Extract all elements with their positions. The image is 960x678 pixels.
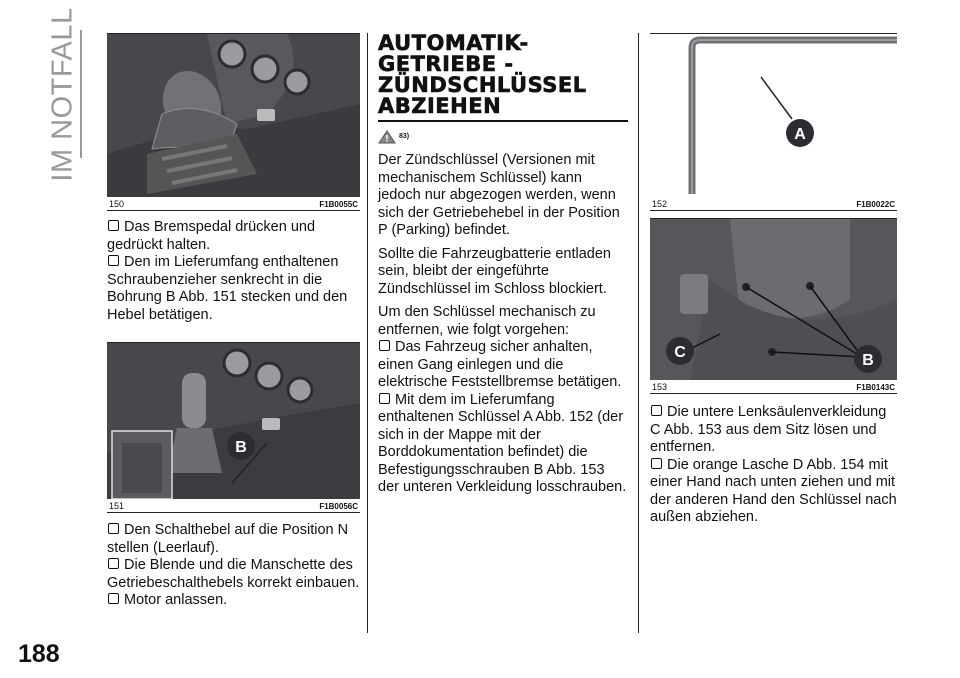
section-tab [14, 7, 79, 182]
heading-line: ZÜNDSCHLÜSSEL [378, 73, 587, 97]
figure-number: 153 [652, 382, 668, 392]
callout-label: B [862, 352, 874, 369]
callout-label: B [235, 439, 247, 456]
column-2 [378, 33, 628, 497]
step-item: Mit dem im Lieferumfang enthaltenen Schlüssel A Abb. 152 (der sich in der Mappe mit der Borddokumentation befindet) die Befestigungsschrauben B Abb. 153 der unteren Verkleidung losschrauben. [378, 391, 627, 495]
figure-151-caption [107, 499, 360, 513]
callout-label: C [674, 344, 686, 361]
figure-code: F1B0055C [319, 200, 358, 209]
step-item: Den Schalthebel auf die Position N stellen (Leerlauf). [107, 522, 360, 557]
warning-reference: 83) [399, 133, 410, 140]
column-3 [650, 33, 897, 527]
section-heading [378, 33, 628, 117]
step-item: Motor anlassen. [107, 592, 360, 610]
column-divider [638, 33, 639, 633]
warning-note [378, 130, 628, 150]
column-divider [367, 33, 368, 633]
figure-153-caption [650, 380, 897, 394]
figure-code: F1B0022C [856, 200, 895, 209]
steering-column-cover-illustration [650, 219, 897, 380]
heading-rule [378, 120, 628, 122]
figure-code: F1B0056C [319, 502, 358, 511]
step-item: Die untere Lenksäulenverkleidung C Abb. 153 aus dem Sitz lösen und entfernen. [650, 404, 897, 457]
heading-line: ABZIEHEN [378, 94, 502, 118]
tool-key-illustration [650, 34, 897, 197]
gear-lever-illustration [107, 343, 360, 499]
figure-number: 152 [652, 199, 668, 209]
figure-150-image [107, 34, 360, 197]
figure-151-image [107, 343, 360, 499]
figure-number: 151 [109, 501, 125, 511]
warning-triangle-icon [378, 130, 396, 144]
figure-150-caption [107, 197, 360, 211]
section-tab-rule [80, 30, 82, 158]
step-item: Den im Lieferumfang enthaltenen Schraubenzieher senkrecht in die Bohrung B Abb. 151 stecken und den Hebel betätigen. [107, 254, 360, 324]
step-item: Das Bremspedal drücken und gedrückt halten. [107, 219, 360, 254]
heading-line: AUTOMATIK- [378, 31, 529, 55]
paragraph: Sollte die Fahrzeugbatterie entladen sein, bleibt der eingeführte Zündschlüssel im Schloss blockiert. [378, 245, 611, 297]
page-number: 188 [18, 640, 60, 668]
step-item: Die Blende und die Manschette des Getriebeschalthebels korrekt einbauen. [107, 557, 360, 591]
step-item: Die orange Lasche D Abb. 154 mit einer Hand nach unten ziehen und mit der anderen Hand den Schlüssel nach außen abziehen. [650, 456, 897, 525]
section-tab-label: IM NOTFALL [46, 7, 79, 182]
paragraph: Um den Schlüssel mechanisch zu entfernen, wie folgt vorgehen: [378, 304, 596, 338]
column-1 [107, 33, 360, 610]
figure-152-caption [650, 197, 897, 211]
figure-152-image [650, 34, 897, 197]
paragraph: Der Zündschlüssel (Versionen mit mechanischem Schlüssel) kann jedoch nur abgezogen werden, wenn sich der Getriebehebel in der Position P (Parking) befindet. [378, 152, 620, 238]
callout-label: A [794, 126, 806, 143]
gear-selector-illustration [107, 34, 360, 197]
figure-number: 150 [109, 199, 125, 209]
figure-code: F1B0143C [856, 383, 895, 392]
heading-line: GETRIEBE - [378, 52, 514, 76]
step-item: Das Fahrzeug sicher anhalten, einen Gang einlegen und die elektrische Feststellbremse betätigen. [378, 339, 628, 392]
figure-153-image [650, 219, 897, 380]
